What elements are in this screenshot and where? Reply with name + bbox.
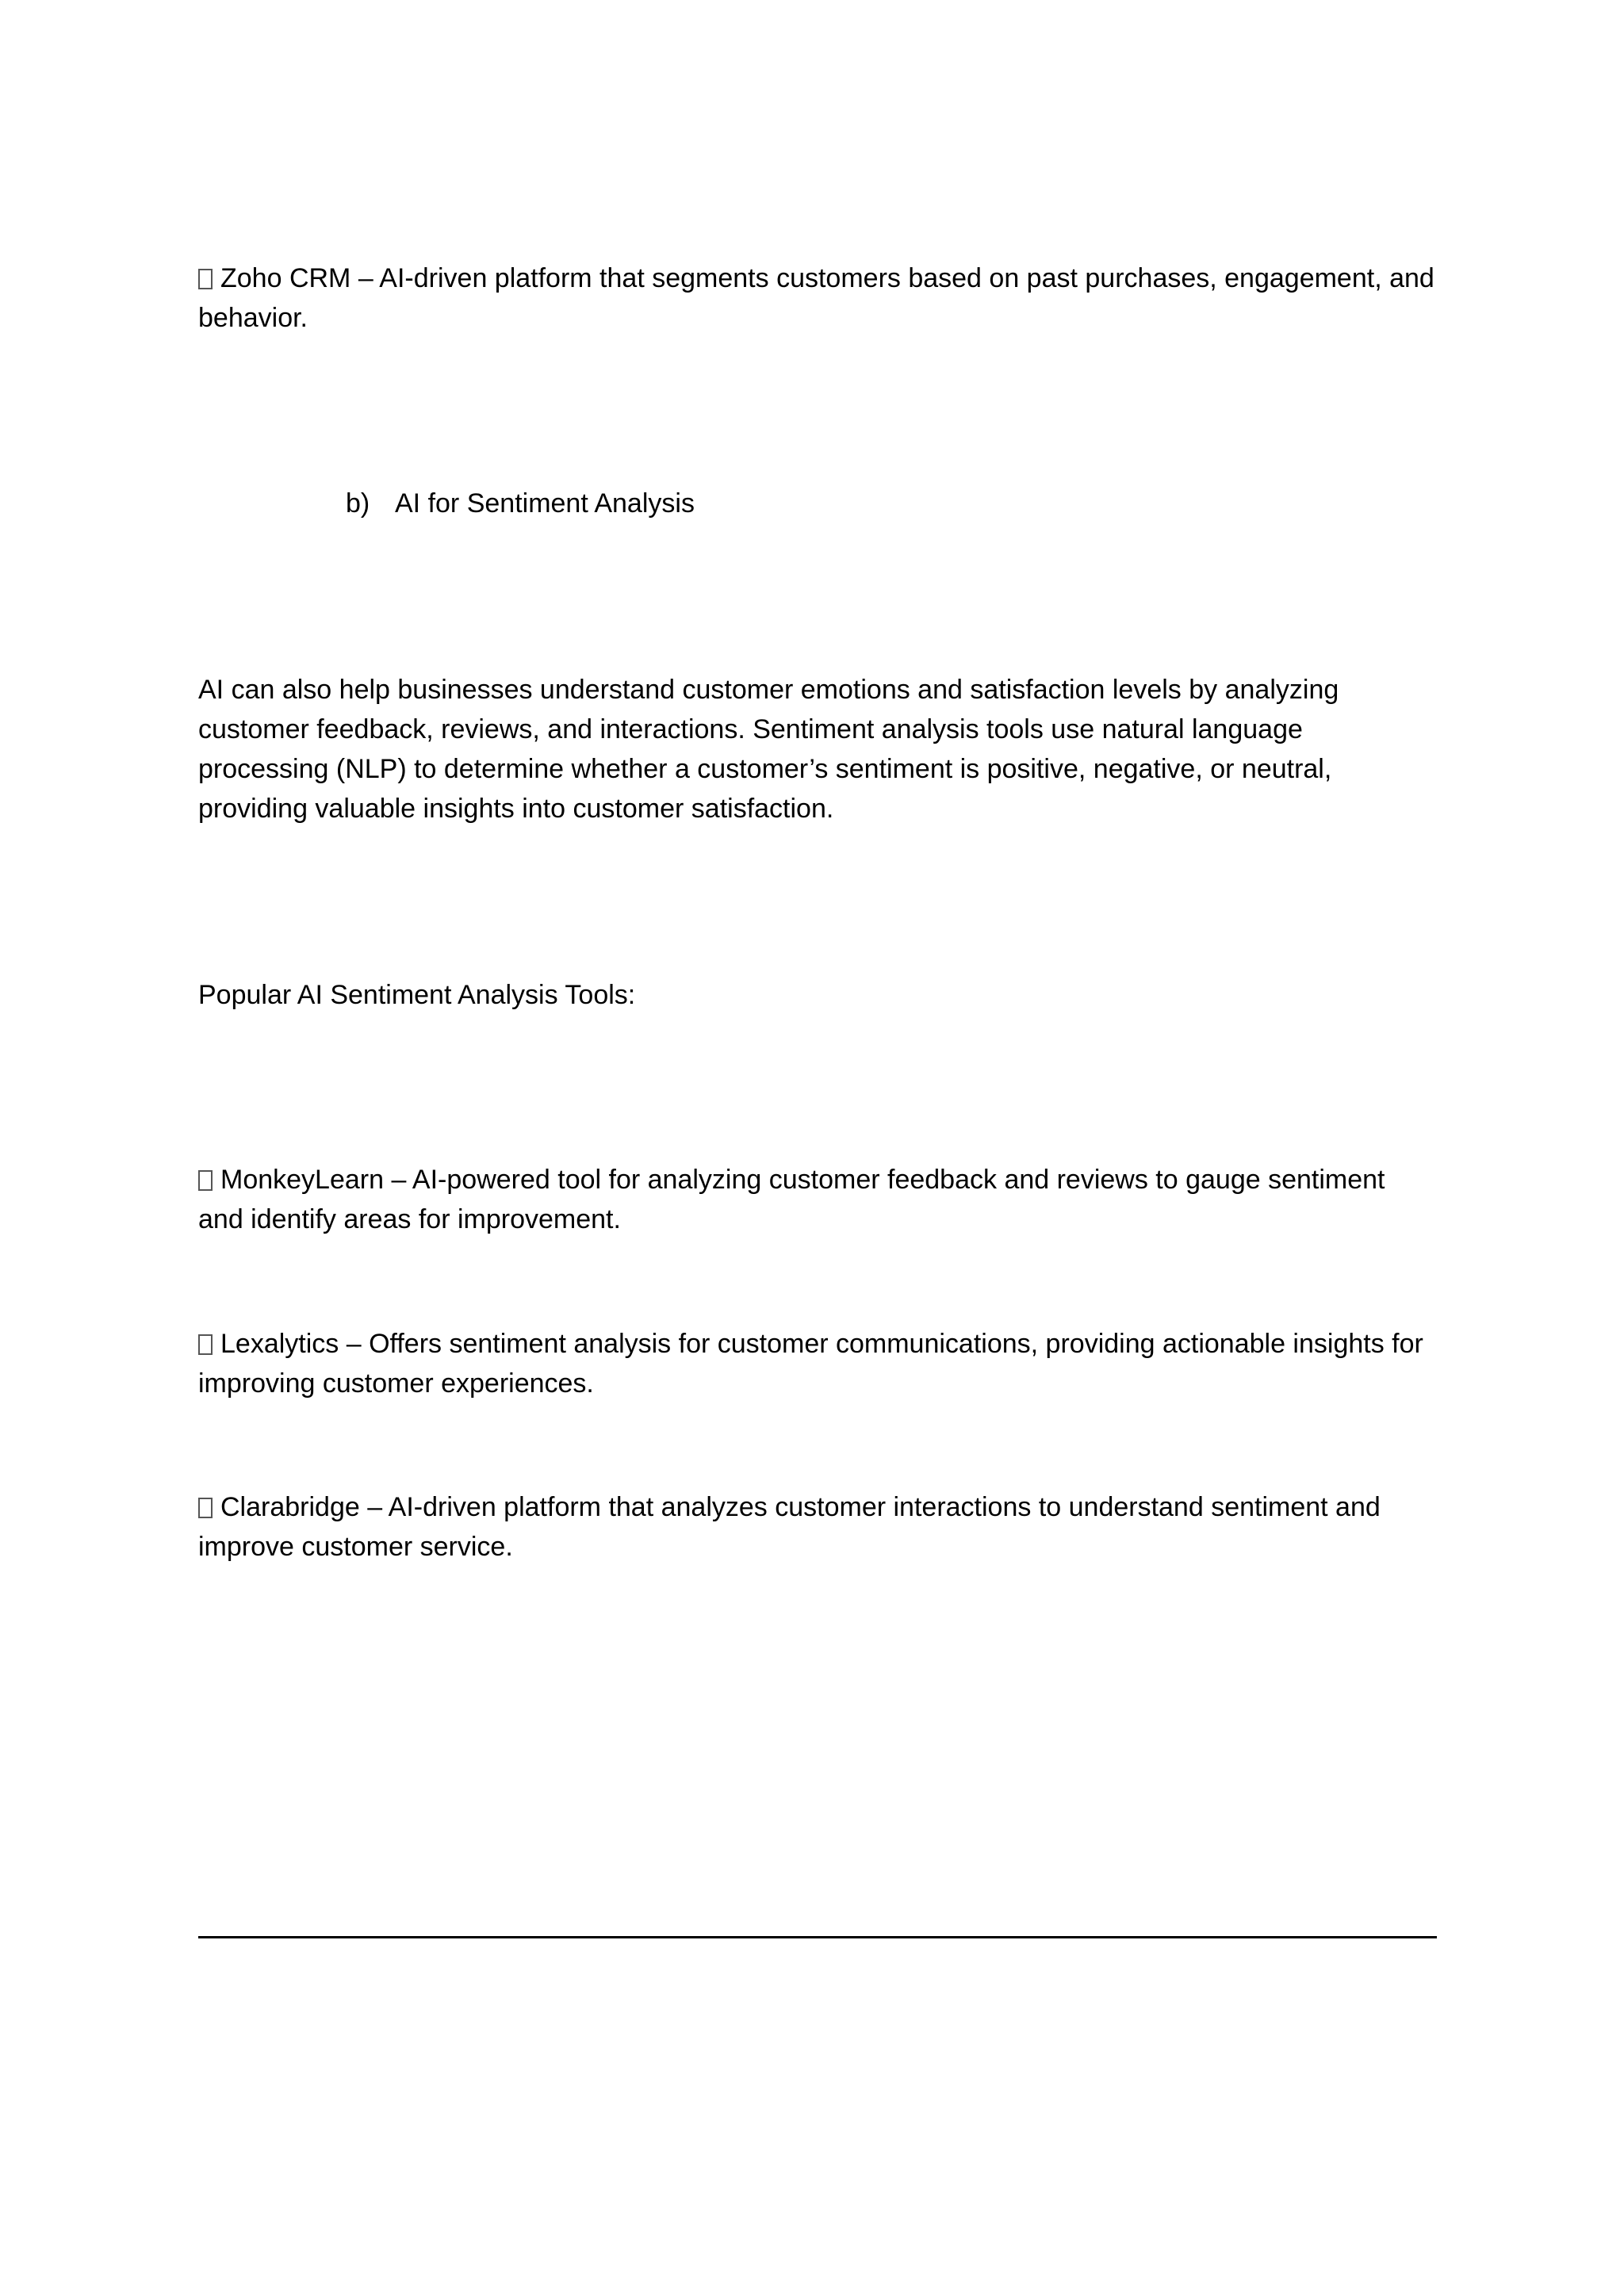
list-item-text: Zoho CRM – AI-driven platform that segments customers based on past purchases, engagement, and behavior. — [198, 263, 1434, 333]
missing-glyph-icon — [198, 1498, 213, 1518]
list-item-lexalytics — [198, 1324, 1435, 1403]
tools-heading: Popular AI Sentiment Analysis Tools: — [198, 980, 636, 1010]
missing-glyph-icon — [198, 269, 213, 289]
section-heading-text: AI for Sentiment Analysis — [395, 488, 695, 519]
list-item-text: Clarabridge – AI-driven platform that analyzes customer interactions to understand sentiment and improve customer service. — [198, 1492, 1381, 1562]
intro-paragraph: AI can also help businesses understand customer emotions and satisfaction levels by analyzing customer feedback, reviews, and interactions. Sentiment analysis tools use natural language processing (NLP) to determine whether a customer’s sentiment is positive, negative, or neutral, providing valuable insights into customer satisfaction. — [198, 675, 1339, 824]
section-heading-sentiment-analysis — [346, 484, 695, 523]
list-item-zoho-crm — [198, 258, 1435, 338]
list-item-monkeylearn — [198, 1160, 1435, 1239]
missing-glyph-icon — [198, 1334, 213, 1355]
list-item-text: Lexalytics – Offers sentiment analysis for customer communications, providing actionable insights for improving customer experiences. — [198, 1329, 1423, 1399]
list-item-clarabridge — [198, 1487, 1435, 1567]
horizontal-rule — [198, 1936, 1437, 1938]
list-marker: b) — [346, 488, 370, 519]
missing-glyph-icon — [198, 1170, 213, 1191]
list-item-text: MonkeyLearn – AI-powered tool for analyzing customer feedback and reviews to gauge sentiment and identify areas for improvement. — [198, 1165, 1385, 1234]
